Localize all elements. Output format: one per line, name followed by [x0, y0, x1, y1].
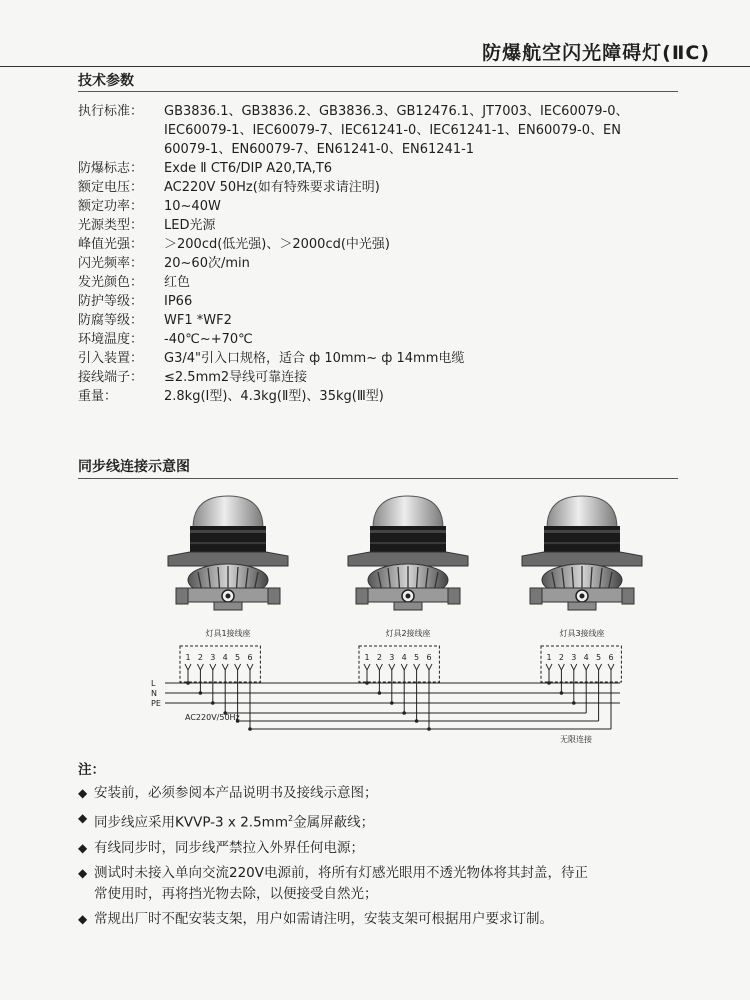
- spec-row: [78, 311, 698, 330]
- lamp-1-terminal-label: 灯具1接线座: [205, 629, 251, 638]
- lamp-2-icon: [348, 496, 468, 610]
- terminal-arrow-icon: [235, 664, 241, 670]
- note-text-part: 同步线应采用KVVP-3 x 2.5mm: [94, 814, 288, 831]
- page-title: 防爆航空闪光障碍灯(ⅡC): [482, 42, 710, 64]
- spec-label: 光源类型：: [78, 218, 144, 233]
- terminal-number: 3: [210, 653, 216, 662]
- terminal-number: 2: [558, 653, 564, 662]
- lamp-3-icon: [522, 496, 642, 610]
- spec-row: [78, 216, 698, 235]
- terminal-arrow-icon: [210, 664, 216, 670]
- spec-value: IP66: [164, 294, 193, 309]
- spec-value: 红色: [164, 275, 191, 290]
- terminal-arrow-icon: [608, 664, 614, 670]
- terminal-arrow-icon: [558, 664, 564, 670]
- note-text: 有线同步时，同步线严禁拉入外界任何电源；: [94, 839, 364, 856]
- notes-section: [78, 760, 708, 934]
- spec-label: 防爆标志：: [78, 161, 144, 176]
- spec-value: AC220V 50Hz(如有特殊要求请注明): [164, 180, 380, 195]
- terminal-arrow-icon: [583, 664, 589, 670]
- bus-label: L: [151, 679, 156, 688]
- note-bullet-icon: ◆: [78, 786, 88, 800]
- infinite-connection-label: 无限连接: [560, 735, 592, 744]
- title-divider: [0, 66, 750, 67]
- spec-value-continued: 60079-1、EN60079-7、EN61241-0、EN61241-1: [164, 142, 475, 157]
- terminal-arrow-icon: [222, 664, 228, 670]
- spec-value: ≤2.5mm2导线可靠连接: [164, 370, 308, 385]
- terminal-number: 1: [185, 653, 191, 662]
- note-text: [94, 808, 708, 834]
- terminal-arrow-icon: [376, 664, 382, 670]
- terminal-arrow-icon: [185, 664, 191, 670]
- spec-label: 峰值光强：: [78, 237, 144, 252]
- spec-row: [78, 387, 698, 406]
- spec-row: [78, 159, 698, 178]
- diagram-heading: 同步线连接示意图: [78, 459, 190, 475]
- spec-value: -40℃~+70℃: [164, 332, 253, 347]
- spec-row: [78, 197, 698, 216]
- terminal-number: 5: [414, 653, 420, 662]
- spec-value-continued: IEC60079-1、IEC60079-7、IEC61241-0、IEC61241-1、EN60079-0、EN: [164, 123, 621, 138]
- terminal-arrow-icon: [197, 664, 203, 670]
- terminal-number: 6: [426, 653, 432, 662]
- terminal-number: 4: [222, 653, 228, 662]
- notes-heading: 注：: [78, 762, 105, 778]
- spec-row: [78, 349, 698, 368]
- junction-dot: [402, 711, 406, 715]
- spec-label: 执行标准：: [78, 104, 144, 119]
- note-superscript: 2: [287, 814, 294, 823]
- bus-label: PE: [151, 699, 161, 708]
- note-item: [78, 783, 708, 804]
- spec-value: 10~40W: [164, 199, 221, 214]
- terminal-arrow-icon: [247, 664, 253, 670]
- lamp-3-terminal-label: 灯具3接线座: [559, 629, 605, 638]
- terminal-arrow-icon: [426, 664, 432, 670]
- diagram-heading-rule: [78, 478, 678, 479]
- lamp-1-icon: [168, 496, 288, 610]
- lamp-2-terminal-label: 灯具2接线座: [385, 629, 431, 638]
- spec-label: 闪光频率：: [78, 256, 144, 271]
- spec-row: [78, 102, 698, 121]
- junction-dot: [427, 727, 431, 731]
- terminal-block-1: [180, 646, 260, 682]
- terminal-block-2: [359, 646, 439, 682]
- wiring-group: [151, 646, 621, 744]
- spec-label: 接线端子：: [78, 370, 144, 385]
- spec-label: 额定功率：: [78, 199, 144, 214]
- terminal-arrow-icon: [596, 664, 602, 670]
- note-text-continued: 常使用时，再将挡光物去除，以便接受自然光；: [94, 885, 378, 902]
- note-item: [78, 808, 708, 834]
- terminal-number: 2: [197, 653, 203, 662]
- note-text: 安装前，必须参阅本产品说明书及接线示意图；: [94, 785, 378, 801]
- spec-label: 环境温度：: [78, 332, 144, 347]
- junction-dot: [248, 727, 252, 731]
- terminal-arrow-icon: [414, 664, 420, 670]
- spec-value: 20~60次/min: [164, 256, 250, 271]
- terminal-number: 4: [401, 653, 407, 662]
- terminal-number: 2: [376, 653, 382, 662]
- sync-wiring-diagram: [0, 490, 750, 745]
- terminal-arrow-icon: [364, 664, 370, 670]
- spec-value: G3/4"引入口规格，适合 ф 10mm~ ф 14mm电缆: [164, 351, 465, 366]
- note-text: 常规出厂时不配安装支架，用户如需请注明，安装支架可根据用户要求订制。: [94, 910, 553, 927]
- spec-label: 重量：: [78, 389, 118, 404]
- spec-value: LED光源: [164, 218, 216, 233]
- spec-label: 发光颜色：: [78, 275, 144, 290]
- terminal-number: 5: [235, 653, 241, 662]
- spec-row: [78, 254, 698, 273]
- terminal-number: 3: [389, 653, 395, 662]
- spec-row: [78, 368, 698, 387]
- terminal-arrow-icon: [571, 664, 577, 670]
- spec-label: 引入装置：: [78, 351, 144, 366]
- spec-label: 防腐等级：: [78, 313, 144, 328]
- note-bullet-icon: ◆: [78, 865, 88, 880]
- note-item: [78, 838, 708, 859]
- junction-dot: [415, 719, 419, 723]
- supply-label: AC220V/50Hz: [185, 713, 240, 722]
- spec-list: [78, 102, 698, 406]
- note-item: [78, 909, 708, 930]
- terminal-arrow-icon: [389, 664, 395, 670]
- specs-heading-rule: [78, 91, 678, 92]
- spec-value: WF1 *WF2: [164, 313, 232, 328]
- terminal-number: 6: [247, 653, 253, 662]
- note-text: 测试时未接入单向交流220V电源前，将所有灯感光眼用不透光物体将其封盖，待正: [94, 864, 589, 881]
- bus-label: N: [151, 689, 157, 698]
- note-item: [78, 863, 708, 884]
- note-text-part: 金属屏蔽线；: [293, 814, 375, 831]
- spec-row: [78, 330, 698, 349]
- terminal-number: 6: [608, 653, 614, 662]
- notes-list: [78, 783, 708, 930]
- spec-value: ＞200cd(低光强)、＞2000cd(中光强): [164, 237, 390, 252]
- specs-heading: 技术参数: [78, 73, 134, 89]
- terminal-number: 5: [596, 653, 602, 662]
- terminal-block-3: [541, 646, 621, 682]
- spec-value: 2.8kg(Ⅰ型)、4.3kg(Ⅱ型)、35kg(Ⅲ型): [164, 389, 384, 404]
- note-bullet-icon: ◆: [78, 840, 88, 855]
- spec-value: Exde Ⅱ CT6/DIP A20,TA,T6: [164, 161, 333, 176]
- spec-value: GB3836.1、GB3836.2、GB3836.3、GB12476.1、JT7003、IEC60079-0、: [164, 104, 629, 119]
- note-bullet-icon: ◆: [78, 811, 88, 825]
- terminal-arrow-icon: [546, 664, 552, 670]
- spec-label: 额定电压：: [78, 180, 144, 195]
- terminal-arrow-icon: [401, 664, 407, 670]
- terminal-number: 1: [546, 653, 552, 662]
- spec-row: [78, 273, 698, 292]
- spec-row: [78, 292, 698, 311]
- terminal-number: 1: [364, 653, 370, 662]
- spec-row: [78, 235, 698, 254]
- terminal-number: 3: [571, 653, 577, 662]
- spec-label: 防护等级：: [78, 294, 144, 309]
- terminal-number: 4: [583, 653, 589, 662]
- spec-row: [78, 178, 698, 197]
- note-bullet-icon: ◆: [78, 911, 88, 926]
- lamp-group: [168, 496, 642, 638]
